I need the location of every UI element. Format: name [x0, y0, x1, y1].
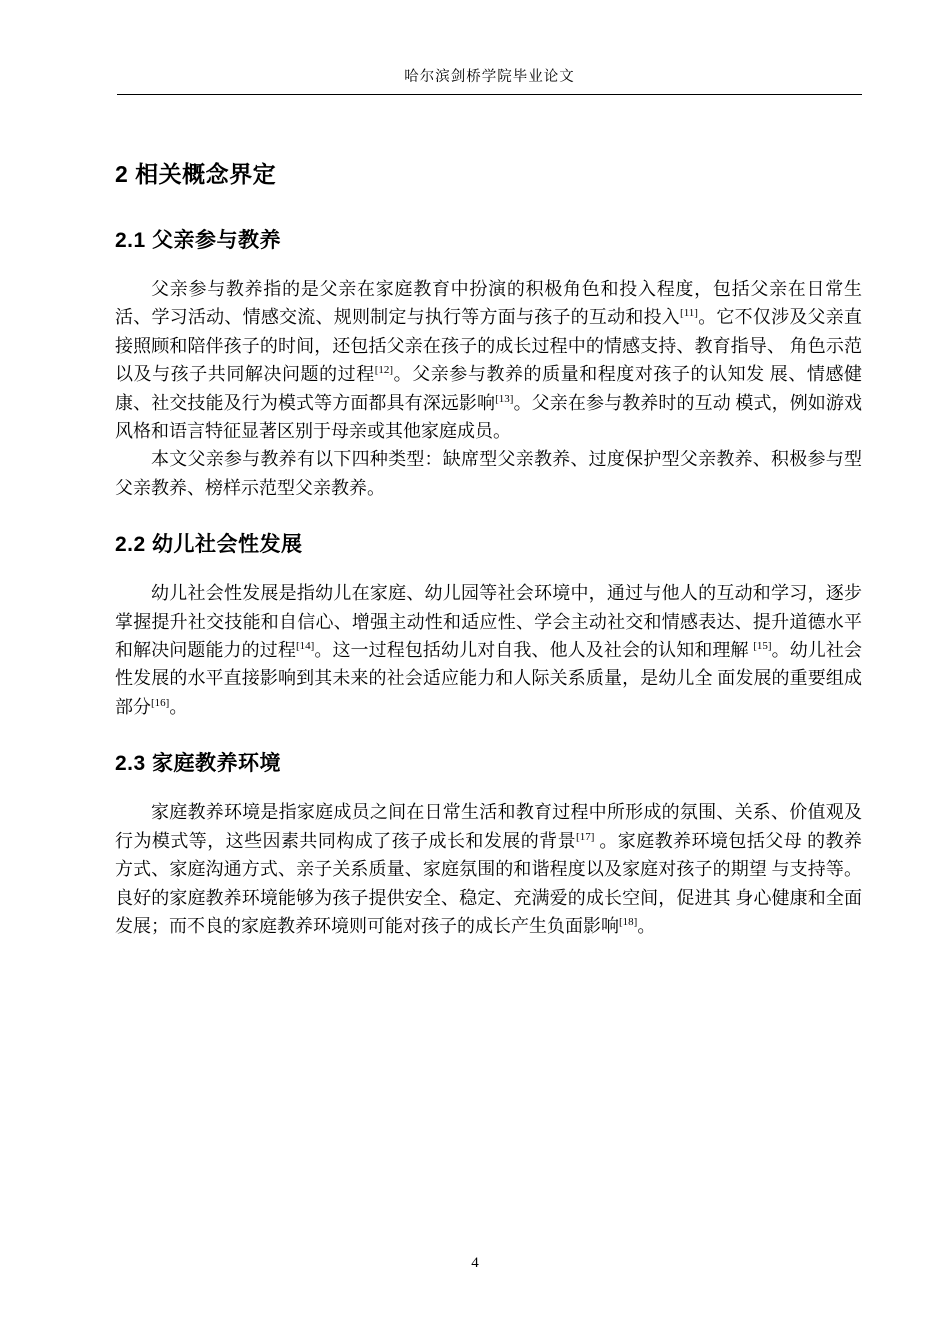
body-paragraph: 父亲参与教养指的是父亲在家庭教育中扮演的积极角色和投入程度，包括父亲在日常生活、学习活动、情感交流、规则制定与执行等方面与孩子的互动和投入[11]。它不仅涉及父亲直接照顾和陪伴孩子的时间，还包括父亲在孩子的成长过程中的情感支持、教育指导、 角色示范以及与孩子共同解决问题的过程[12]。父亲参与教养的质量和程度对孩子的认知发 展、情感健康、社交技能及行为模式等方面都具有深远影响[13]。父亲在参与教养时的互动 模式，例如游戏风格和语言特征显著区别于母亲或其他家庭成员。	[115, 279, 863, 442]
body-paragraph: 幼儿社会性发展是指幼儿在家庭、幼儿园等社会环境中，通过与他人的互动和学习，逐步掌握提升社交技能和自信心、增强主动性和适应性、学会主动社交和情感表达、提升道德水平和解决问题能力的过程[14]。这一过程包括幼儿对自我、他人及社会的认知和理解 [15]。幼儿社会性发展的水平直接影响到其未来的社会适应能力和人际关系质量，是幼儿全 面发展的重要组成部分[16]。	[115, 583, 862, 717]
page-number: 4	[471, 1255, 479, 1271]
section-heading: 2.2 幼儿社会性发展	[115, 533, 303, 557]
citation-ref: [13]	[495, 392, 514, 405]
citation-ref: [16]	[151, 696, 170, 709]
thesis-section	[115, 532, 862, 721]
citation-ref: [12]	[374, 364, 394, 377]
citation-ref: [11]	[680, 307, 698, 320]
citation-ref: [14]	[295, 640, 315, 653]
header-rule	[117, 94, 862, 95]
chapter-title: 2 相关概念界定	[115, 161, 277, 187]
document-content	[115, 96, 862, 940]
thesis-section	[115, 751, 862, 940]
body-paragraph: 本文父亲参与教养有以下四种类型：缺席型父亲教养、过度保护型父亲教养、积极参与型父亲教养、榜样示范型父亲教养。	[115, 449, 862, 498]
sections-container	[115, 228, 862, 940]
page-header	[117, 0, 862, 95]
citation-ref: [15]	[753, 640, 772, 653]
body-paragraph: 家庭教养环境是指家庭成员之间在日常生活和教育过程中所形成的氛围、关系、价值观及行为模式等，这些因素共同构成了孩子成长和发展的背景[17] 。家庭教养环境包括父母 的教养方式、家庭沟通方式、亲子关系质量、家庭氛围的和谐程度以及家庭对孩子的期望 与支持等。良好的家庭教养环境能够为孩子提供安全、稳定、充满爱的成长空间，促进其 身心健康和全面发展；而不良的家庭教养环境则可能对孩子的成长产生负面影响[18]。	[115, 802, 863, 936]
section-heading: 2.3 家庭教养环境	[115, 752, 282, 776]
citation-ref: [18]	[619, 915, 638, 928]
thesis-section	[115, 228, 862, 502]
section-heading: 2.1 父亲参与教养	[115, 229, 282, 252]
page-footer	[0, 1254, 950, 1344]
citation-ref: [17]	[576, 830, 595, 843]
header-title: 哈尔滨剑桥学院毕业论文	[404, 69, 575, 85]
